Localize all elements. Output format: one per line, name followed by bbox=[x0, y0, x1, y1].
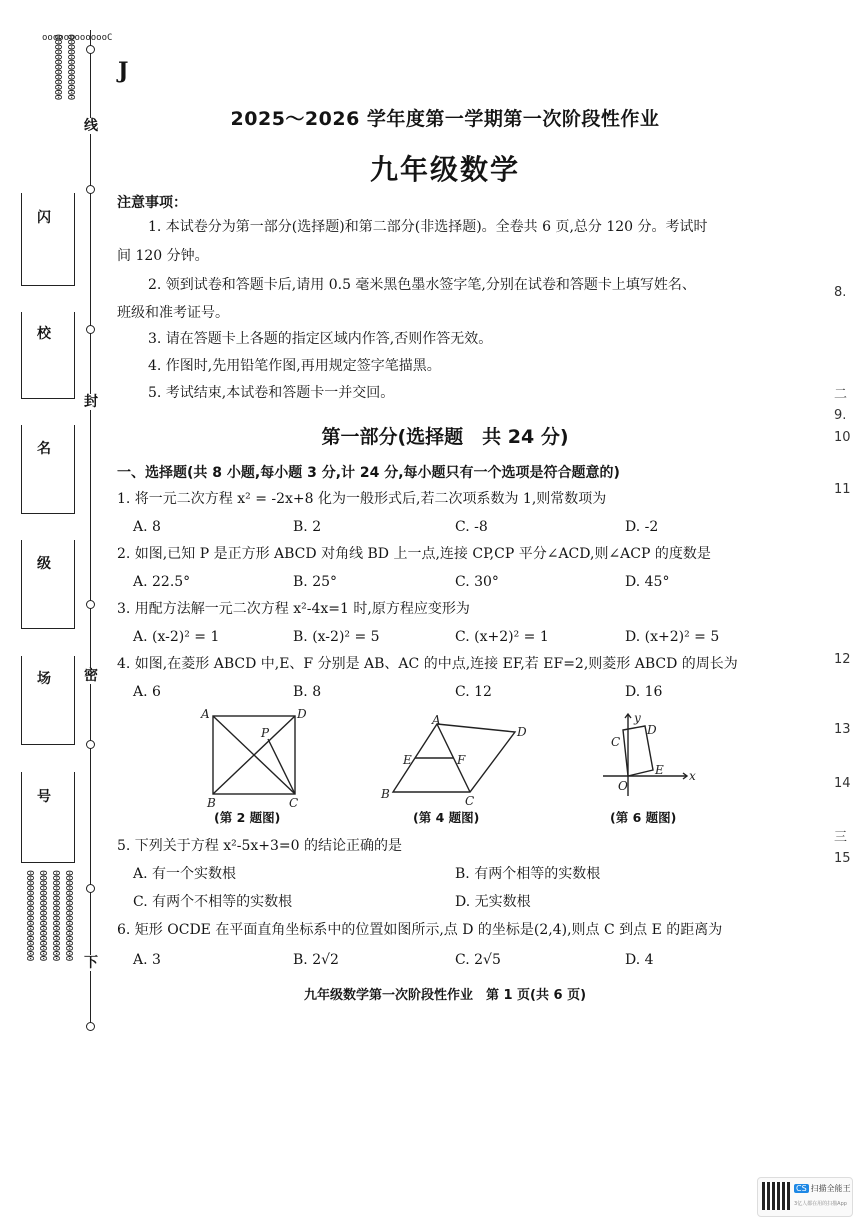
edge-number: 二 bbox=[834, 387, 848, 402]
cut-label-xia: 下 bbox=[84, 955, 98, 971]
field-label: 场 bbox=[37, 671, 51, 687]
fig2-label-b: B bbox=[207, 796, 216, 809]
question-5: 5. 下列关于方程 x²-5x+3=0 的结论正确的是 bbox=[117, 838, 403, 854]
paper-mark: J bbox=[118, 58, 129, 84]
binding-ring bbox=[86, 1022, 95, 1031]
binding-dots-column-bottom-1: 000000000000000000 bbox=[24, 870, 35, 961]
option-6c: C. 2√5 bbox=[455, 952, 501, 968]
edge-number: 8. bbox=[834, 285, 847, 300]
binding-ring bbox=[86, 185, 95, 194]
option-4d: D. 16 bbox=[625, 684, 663, 700]
option-3c: C. (x+2)² = 1 bbox=[455, 629, 549, 645]
question-4: 4. 如图,在菱形 ABCD 中,E、F 分别是 AB、AC 的中点,连接 EF,若 EF=2,则菱形 ABCD 的周长为 bbox=[117, 656, 738, 672]
field-label: 名 bbox=[37, 441, 51, 457]
fig2-label-d: D bbox=[297, 707, 307, 721]
option-1b: B. 2 bbox=[293, 519, 322, 535]
fig4-label-a: A bbox=[432, 713, 441, 727]
figure-6-caption: (第 6 题图) bbox=[610, 810, 677, 825]
option-1d: D. -2 bbox=[625, 519, 659, 535]
option-2d: D. 45° bbox=[625, 574, 670, 590]
figure-6-coordinate bbox=[595, 708, 700, 800]
edge-number: 9. bbox=[834, 408, 847, 423]
option-4a: A. 6 bbox=[133, 684, 161, 700]
note-line: 2. 领到试卷和答题卡后,请用 0.5 毫米黑色墨水签字笔,分别在试卷和答题卡上填写姓名、 bbox=[148, 277, 696, 293]
binding-dots-column-bottom-3: 000000000000000000 bbox=[50, 870, 61, 961]
binding-ring bbox=[86, 45, 95, 54]
figure-4-rhombus bbox=[375, 712, 540, 807]
note-line: 班级和准考证号。 bbox=[117, 305, 229, 321]
option-5d: D. 无实数根 bbox=[455, 894, 531, 910]
binding-dots-column-top-2: 0000000000000 bbox=[65, 34, 76, 100]
notes-heading: 注意事项： bbox=[117, 195, 187, 211]
question-2: 2. 如图,已知 P 是正方形 ABCD 对角线 BD 上一点,连接 CP,CP 平分∠ACD,则∠ACP 的度数是 bbox=[117, 546, 711, 562]
edge-number: 三 bbox=[834, 830, 848, 845]
scanner-subtext: 3亿人都在用的扫描App bbox=[794, 1201, 847, 1207]
question-3: 3. 用配方法解一元二次方程 x²-4x=1 时,原方程应变形为 bbox=[117, 601, 470, 617]
option-4b: B. 8 bbox=[293, 684, 322, 700]
option-3a: A. (x-2)² = 1 bbox=[133, 629, 220, 645]
field-label: 闪 bbox=[37, 210, 51, 226]
option-2b: B. 25° bbox=[293, 574, 338, 590]
fig6-label-o: O bbox=[618, 779, 628, 793]
fig4-label-d: D bbox=[517, 725, 527, 739]
cut-label-xian: 线 bbox=[84, 118, 98, 134]
question-6: 6. 矩形 OCDE 在平面直角坐标系中的位置如图所示,点 D 的坐标是(2,4),则点 C 到点 E 的距离为 bbox=[117, 922, 723, 938]
fig6-label-d: D bbox=[647, 723, 657, 737]
note-line: 间 120 分钟。 bbox=[117, 248, 209, 264]
option-1a: A. 8 bbox=[133, 519, 161, 535]
option-6a: A. 3 bbox=[133, 952, 161, 968]
option-5a: A. 有一个实数根 bbox=[133, 866, 237, 882]
binding-dots-top: ooooooooooooC bbox=[42, 33, 113, 43]
edge-number: 14 bbox=[834, 776, 851, 791]
option-3d: D. (x+2)² = 5 bbox=[625, 629, 720, 645]
option-4c: C. 12 bbox=[455, 684, 492, 700]
field-label: 校 bbox=[37, 326, 51, 342]
fig6-label-e: E bbox=[655, 763, 664, 777]
option-6d: D. 4 bbox=[625, 952, 654, 968]
cut-label-feng: 封 bbox=[84, 394, 98, 410]
scanner-logo-icon: CS bbox=[796, 1184, 807, 1193]
fig4-label-b: B bbox=[381, 787, 390, 801]
fig2-label-c: C bbox=[289, 796, 299, 809]
binding-dots-column-bottom-2: 000000000000000000 bbox=[37, 870, 48, 961]
binding-ring bbox=[86, 600, 95, 609]
field-label: 级 bbox=[37, 556, 51, 572]
exam-title: 2025～2026 学年度第一学期第一次阶段性作业 bbox=[230, 108, 660, 130]
binding-ring bbox=[86, 740, 95, 749]
binding-line bbox=[90, 30, 91, 1030]
part-title: 第一部分(选择题 共 24 分) bbox=[321, 426, 569, 448]
page-footer: 九年级数学第一次阶段性作业 第 1 页(共 6 页) bbox=[303, 988, 587, 1003]
note-line: 4. 作图时,先用铅笔作图,再用规定签字笔描黑。 bbox=[148, 358, 441, 374]
fig6-label-x: x bbox=[689, 769, 696, 783]
figure-2-square bbox=[195, 704, 325, 809]
binding-dots-column-bottom-4: 000000000000000000 bbox=[63, 870, 74, 961]
subject-title: 九年级数学 bbox=[369, 153, 520, 186]
fig4-label-c: C bbox=[465, 794, 475, 807]
scanner-brand-text: 扫描全能王 bbox=[810, 1184, 851, 1193]
option-5c: C. 有两个不相等的实数根 bbox=[133, 894, 293, 910]
note-line: 3. 请在答题卡上各题的指定区域内作答,否则作答无效。 bbox=[148, 331, 493, 347]
edge-number: 15 bbox=[834, 851, 851, 866]
fig2-label-p: P bbox=[261, 726, 270, 740]
qr-code-icon bbox=[762, 1182, 790, 1210]
edge-number: 11 bbox=[834, 482, 851, 497]
option-2a: A. 22.5° bbox=[133, 574, 191, 590]
note-line: 5. 考试结束,本试卷和答题卡一并交回。 bbox=[148, 385, 395, 401]
scanner-brand bbox=[794, 1183, 851, 1194]
cut-label-mi: 密 bbox=[84, 668, 98, 684]
option-5b: B. 有两个相等的实数根 bbox=[455, 866, 601, 882]
option-3b: B. (x-2)² = 5 bbox=[293, 629, 380, 645]
section-heading: 一、选择题(共 8 小题,每小题 3 分,计 24 分,每小题只有一个选项是符合题意的) bbox=[117, 465, 620, 481]
edge-number: 13 bbox=[834, 722, 851, 737]
figure-4-caption: (第 4 题图) bbox=[413, 810, 480, 825]
binding-dots-column-top: 0000000000000 bbox=[52, 34, 63, 100]
question-1: 1. 将一元二次方程 x² = -2x+8 化为一般形式后,若二次项系数为 1,则常数项为 bbox=[117, 491, 607, 507]
option-2c: C. 30° bbox=[455, 574, 499, 590]
fig4-label-f: F bbox=[457, 753, 466, 767]
edge-number: 10 bbox=[834, 430, 851, 445]
edge-number: 12 bbox=[834, 652, 851, 667]
binding-ring bbox=[86, 884, 95, 893]
scanner-watermark bbox=[757, 1177, 853, 1217]
fig2-label-a: A bbox=[201, 707, 210, 721]
figure-2-caption: (第 2 题图) bbox=[214, 810, 281, 825]
option-1c: C. -8 bbox=[455, 519, 488, 535]
fig4-label-e: E bbox=[403, 753, 412, 767]
fig6-label-y: y bbox=[634, 711, 641, 725]
option-6b: B. 2√2 bbox=[293, 952, 339, 968]
note-line: 1. 本试卷分为第一部分(选择题)和第二部分(非选择题)。全卷共 6 页,总分 120 分。考试时 bbox=[148, 219, 708, 235]
fig6-label-c: C bbox=[611, 735, 621, 749]
field-label: 号 bbox=[37, 789, 51, 805]
binding-ring bbox=[86, 325, 95, 334]
